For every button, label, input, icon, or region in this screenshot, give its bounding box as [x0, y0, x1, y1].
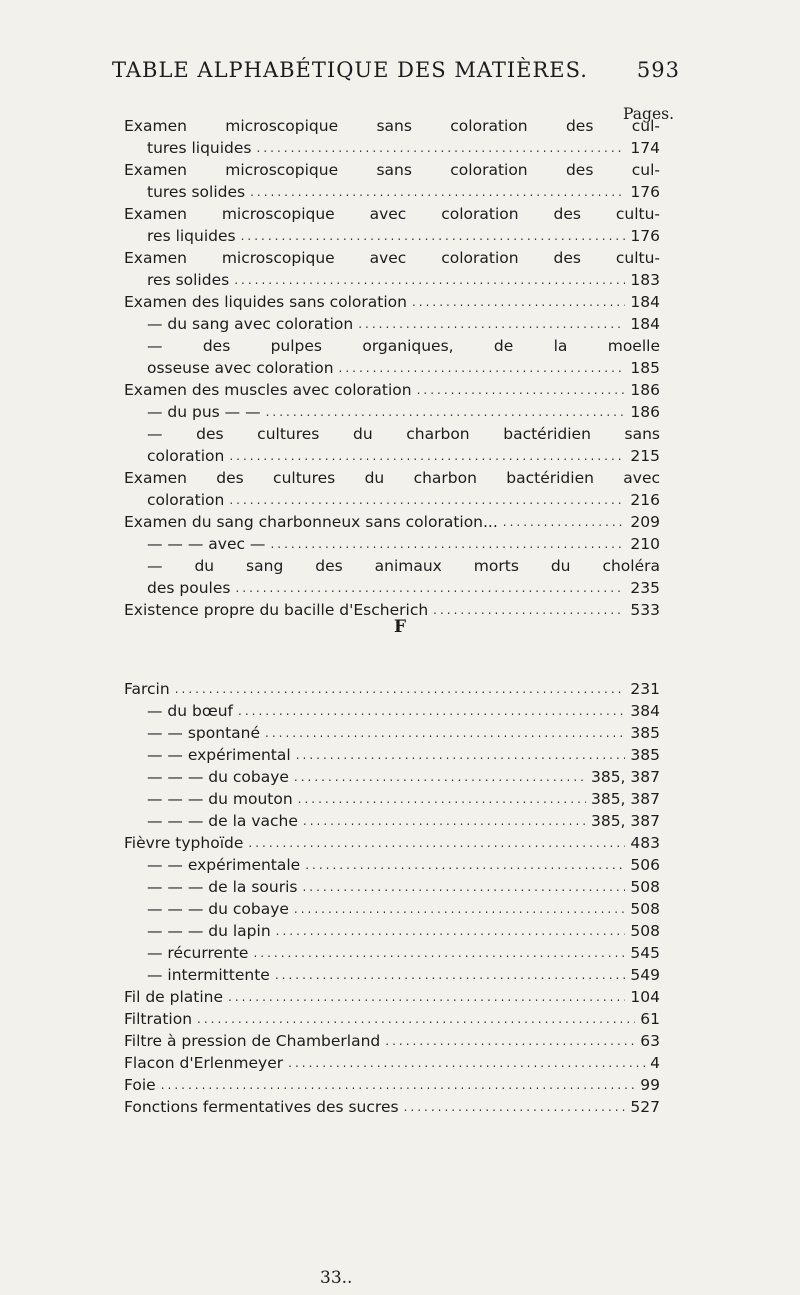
index-entry: — des pulpes organiques, de la moelle [147, 337, 660, 355]
index-entry: Examen des muscles avec coloration ..... 186 [124, 379, 660, 401]
index-entry: osseuse avec coloration ..... 185 [147, 357, 660, 379]
index-entry: Examen des cultures du charbon bactéridien avec [124, 469, 660, 487]
index-entry: Existence propre du bacille d'Escherich ..... 533 [124, 599, 660, 621]
index-entry: Examen des liquides sans coloration ..... 184 [124, 291, 660, 313]
index-entry: — — spontané ..... 385 [147, 722, 660, 744]
index-entry: Fièvre typhoïde ..... 483 [124, 832, 660, 854]
index-entry: res liquides ..... 176 [147, 225, 660, 247]
index-entry: Farcin ..... 231 [124, 678, 660, 700]
index-entry: tures liquides ..... 174 [147, 137, 660, 159]
running-title: TABLE ALPHABÉTIQUE DES MATIÈRES. [112, 58, 588, 82]
index-entry: — du bœuf ..... 384 [147, 700, 660, 722]
index-entry: — des cultures du charbon bactéridien sans [147, 425, 660, 443]
index-entry: coloration ..... 215 [147, 445, 660, 467]
index-entry: Filtration ..... 61 [124, 1008, 660, 1030]
index-entry: — — expérimental ..... 385 [147, 744, 660, 766]
index-entry: — du sang avec coloration ..... 184 [147, 313, 660, 335]
section-letter-f: F [393, 617, 407, 637]
index-entry: Filtre à pression de Chamberland ..... 63 [124, 1030, 660, 1052]
index-entry: Examen microscopique sans coloration des cul- [124, 117, 660, 135]
pages-column-label: Pages. [623, 105, 674, 123]
index-entry: — du pus — — ..... 186 [147, 401, 660, 423]
index-entry: Flacon d'Erlenmeyer ..... 4 [124, 1052, 660, 1074]
index-entry: — intermittente ..... 549 [147, 964, 660, 986]
index-entry: — récurrente ..... 545 [147, 942, 660, 964]
index-entry: Fonctions fermentatives des sucres ..... 527 [124, 1096, 660, 1118]
index-entry: Examen du sang charbonneux sans coloration... ..... 209 [124, 511, 660, 533]
index-entry: Examen microscopique avec coloration des cultu- [124, 205, 660, 223]
index-entry: des poules ..... 235 [147, 577, 660, 599]
index-entry: Examen microscopique sans coloration des cul- [124, 161, 660, 179]
index-entry: coloration ..... 216 [147, 489, 660, 511]
index-entry: — — — du cobaye ..... 508 [147, 898, 660, 920]
index-entry: Fil de platine ..... 104 [124, 986, 660, 1008]
index-entry: Foie ..... 99 [124, 1074, 660, 1096]
index-entry: — — — de la vache ..... 385, 387 [147, 810, 660, 832]
index-entry: — du sang des animaux morts du choléra [147, 557, 660, 575]
index-entry: — — — du mouton ..... 385, 387 [147, 788, 660, 810]
index-entry: — — — de la souris ..... 508 [147, 876, 660, 898]
index-entry: tures solides ..... 176 [147, 181, 660, 203]
index-entry: — — expérimentale ..... 506 [147, 854, 660, 876]
index-entry: Examen microscopique avec coloration des cultu- [124, 249, 660, 267]
index-entry: res solides ..... 183 [147, 269, 660, 291]
index-entry: — — — du cobaye ..... 385, 387 [147, 766, 660, 788]
index-entry: — — — avec — ..... 210 [147, 533, 660, 555]
page-number: 593 [636, 58, 680, 82]
index-entry: — — — du lapin ..... 508 [147, 920, 660, 942]
signature-mark: 33.. [320, 1268, 353, 1288]
